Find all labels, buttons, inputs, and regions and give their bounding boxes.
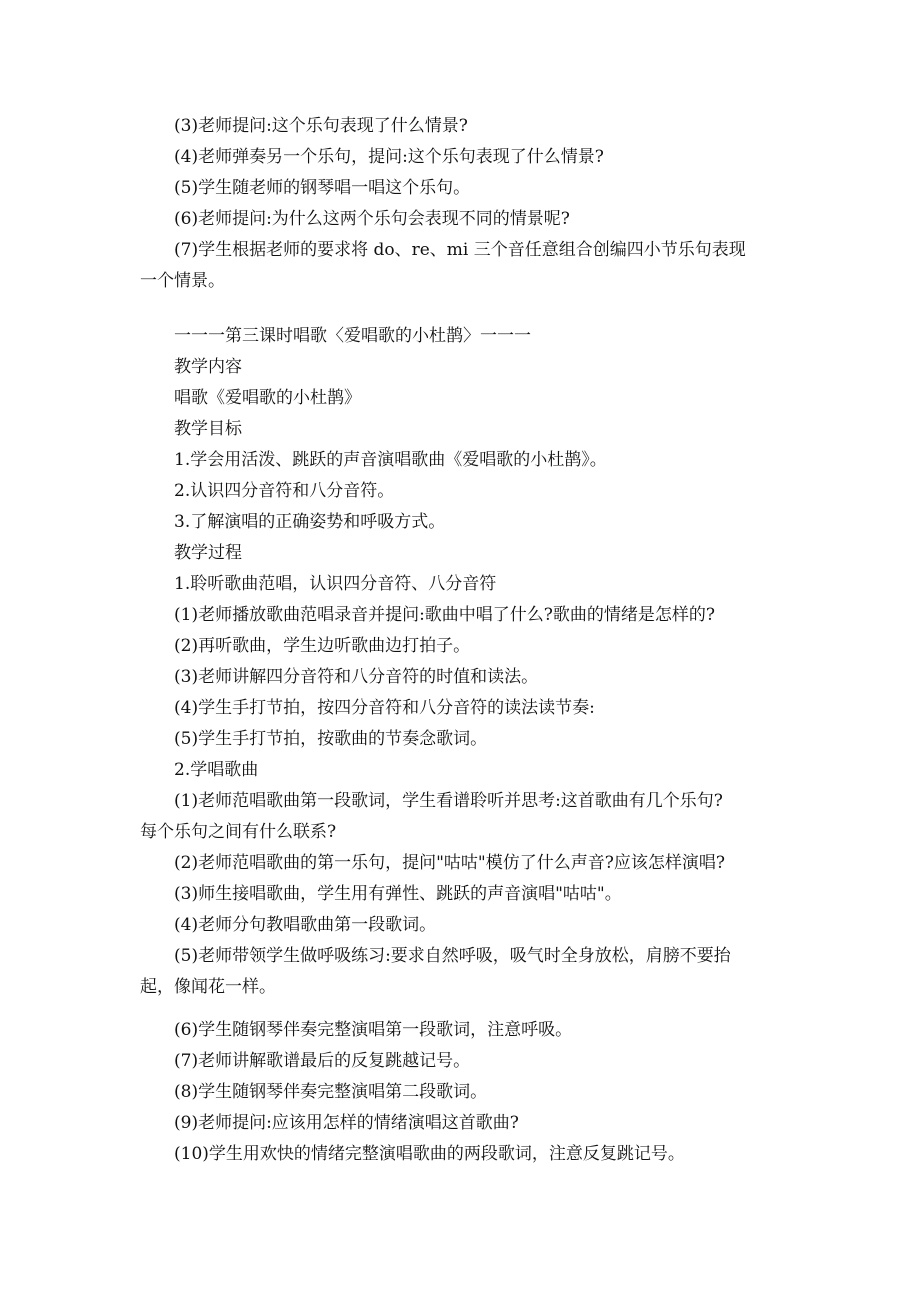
lesson-heading: 一一一第三课时唱歌〈爱唱歌的小杜鹊〉一一一 [174,326,531,346]
label-teaching-goals: 教学目标 [174,419,242,439]
paragraph-step-4: (4)老师弹奏另一个乐句，提问:这个乐句表现了什么情景? [174,147,604,167]
process-2-step-8: (8)学生随钢琴伴奏完整演唱第二段歌词。 [174,1082,488,1102]
paragraph-step-3: (3)老师提问:这个乐句表现了什么情景? [174,116,468,136]
paragraph-step-5: (5)学生随老师的钢琴唱一唱这个乐句。 [174,178,471,198]
process-1-step-2: (2)再听歌曲，学生边听歌曲边打拍子。 [174,636,471,656]
section-lesson-three [140,321,790,1003]
process-2-step-5-line-2: 起，像闻花一样。 [140,977,276,997]
process-2-step-6: (6)学生随钢琴伴奏完整演唱第一段歌词，注意呼吸。 [174,1020,573,1040]
song-title-line: 唱歌《爱唱歌的小杜鹊》 [174,388,361,408]
process-2-step-4: (4)老师分句教唱歌曲第一段歌词。 [174,915,437,935]
goal-3: 3.了解演唱的正确姿势和呼吸方式。 [174,512,446,532]
label-teaching-content: 教学内容 [174,357,242,377]
process-2-title: 2.学唱歌曲 [174,760,259,780]
process-1-step-3: (3)老师讲解四分音符和八分音符的时值和读法。 [174,667,539,687]
process-2-step-1-line-1: (1)老师范唱歌曲第一段歌词，学生看谱聆听并思考:这首歌曲有几个乐句? [174,791,723,811]
process-1-step-5: (5)学生手打节拍，按歌曲的节奏念歌词。 [174,729,488,749]
section-lesson-three-continued [140,1015,790,1170]
paragraph-step-6: (6)老师提问:为什么这两个乐句会表现不同的情景呢? [174,209,570,229]
process-2-step-10: (10)学生用欢快的情绪完整演唱歌曲的两段歌词，注意反复跳记号。 [174,1144,685,1164]
paragraph-step-7-line-2: 一个情景。 [140,271,225,291]
process-1-step-4: (4)学生手打节拍，按四分音符和八分音符的读法读节奏: [174,698,595,718]
process-2-step-3: (3)师生接唱歌曲，学生用有弹性、跳跃的声音演唱"咕咕"。 [174,884,622,904]
label-teaching-process: 教学过程 [174,543,242,563]
process-1-title: 1.聆听歌曲范唱，认识四分音符、八分音符 [174,574,497,594]
process-2-step-5-line-1: (5)老师带领学生做呼吸练习:要求自然呼吸，吸气时全身放松，肩膀不要抬 [174,946,731,966]
goal-2: 2.认识四分音符和八分音符。 [174,481,395,501]
process-1-step-1: (1)老师播放歌曲范唱录音并提问:歌曲中唱了什么?歌曲的情绪是怎样的? [174,605,716,625]
process-2-step-1-line-2: 每个乐句之间有什么联系? [140,822,337,842]
paragraph-step-7-line-1: (7)学生根据老师的要求将 do、re、mi 三个音任意组合创编四小节乐句表现 [174,240,746,260]
process-2-step-7: (7)老师讲解歌谱最后的反复跳越记号。 [174,1051,471,1071]
goal-1: 1.学会用活泼、跳跃的声音演唱歌曲《爱唱歌的小杜鹊》。 [174,450,607,470]
section-lesson-two-tail [140,111,790,297]
process-2-step-9: (9)老师提问:应该用怎样的情绪演唱这首歌曲? [174,1113,519,1133]
process-2-step-2: (2)老师范唱歌曲的第一乐句，提问"咕咕"模仿了什么声音?应该怎样演唱? [174,853,725,873]
